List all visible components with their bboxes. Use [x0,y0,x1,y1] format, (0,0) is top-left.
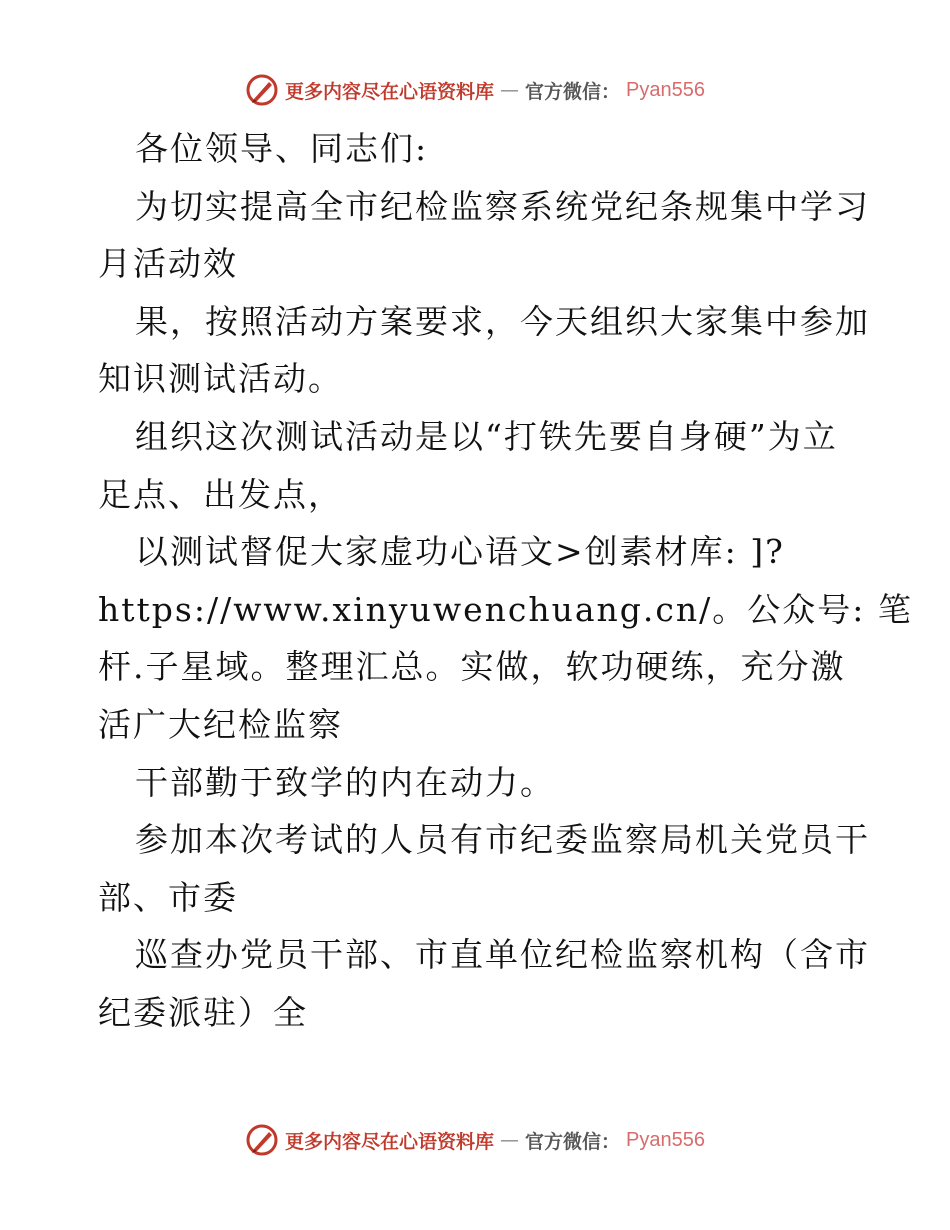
pen-logo-icon [245,73,279,107]
banner-wechat-label: 官方微信： [525,1130,621,1153]
document-body [98,120,913,1042]
text-line: 干部勤于致学的内在动力。 [135,762,555,802]
text-line: 参加本次考试的人员有市纪委监察局机关党员干 [135,820,870,860]
banner-dash: — [500,1129,520,1151]
header-watermark-banner [0,70,950,110]
banner-dash: — [500,79,520,101]
banner-title: 更多内容尽在心语资料库 [285,1130,495,1153]
text-line: 组织这次测试活动是以“打铁先要自身硬”为立 [135,416,838,456]
text-line: 果，按照活动方案要求，今天组织大家集中参加 [135,301,870,341]
text-line: 为切实提高全市纪检监察系统党纪条规集中学习 [135,186,870,226]
banner-title: 更多内容尽在心语资料库 [285,80,495,103]
text-line: 月活动效 [98,244,238,284]
text-line: 以测试督促大家虚功心语文>创素材库: ]? [135,532,785,572]
text-line: 足点、出发点， [98,474,343,514]
text-line: 知识测试活动。 [98,359,343,399]
banner-account: Pyan556 [626,1128,705,1151]
text-line: 纪委派驻）全 [98,992,308,1032]
pen-logo-icon [245,1123,279,1157]
banner-wechat-label: 官方微信： [525,80,621,103]
text-line: 活广大纪检监察 [98,704,343,744]
footer-watermark-banner [0,1120,950,1160]
text-line: 部、市委 [98,877,238,917]
banner-account: Pyan556 [626,78,705,101]
text-line: 巡查办党员干部、市直单位纪检监察机构（含市 [135,935,870,975]
text-line: 杆.子星域。整理汇总。实做，软功硬练，充分激 [98,647,846,687]
text-line: https://www.xinyuwenchuang.cn/。公众号: 笔 [98,589,913,629]
text-line: 各位领导、同志们: [135,129,429,168]
